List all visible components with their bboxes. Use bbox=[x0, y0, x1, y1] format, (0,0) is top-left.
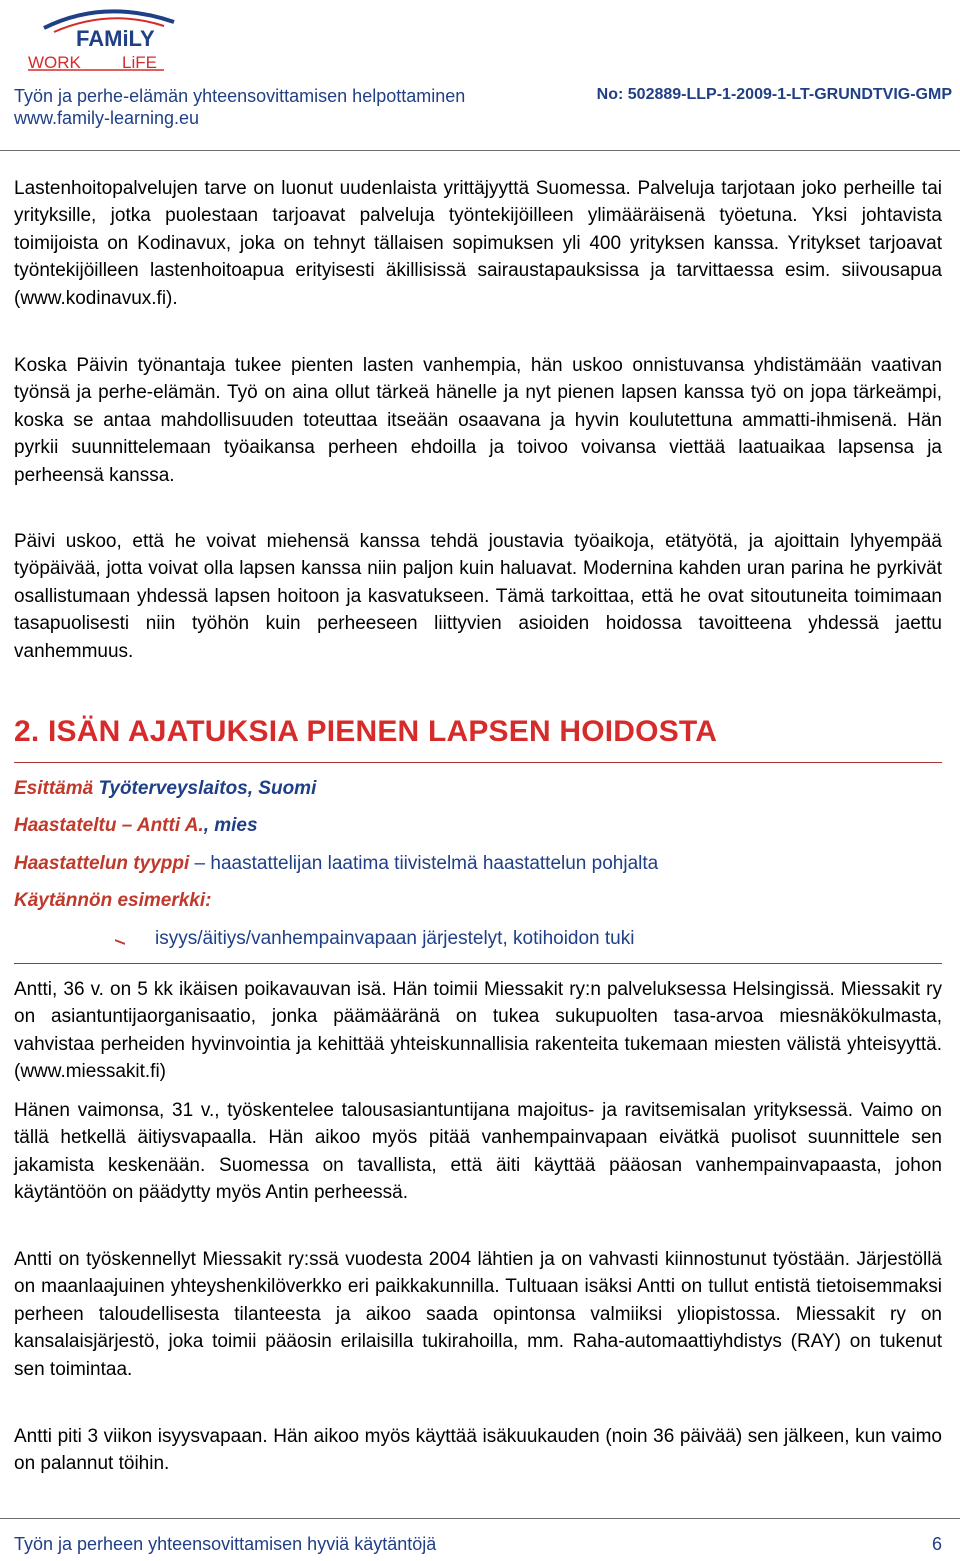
interviewed-label: Haastateltu – bbox=[14, 815, 133, 836]
svg-text:LiFE: LiFE bbox=[122, 53, 157, 72]
examples-label-text: Käytännön esimerkki: bbox=[14, 890, 212, 911]
examples-divider bbox=[14, 963, 942, 964]
paragraph-1: Lastenhoitopalvelujen tarve on luonut uudenlaista yrittäjyyttä Suomessa. Palveluja tarjotaan joko perheille tai yrityksille, jotka puolestaan tarjoavat palveluja työntekijöilleen ylimääräisenä työetuna. Yksi johtavista toimijoista on Kodinavux, joka on tehnyt tällaisen sopimuksen yli 400 yrityksen kanssa. Yritykset tarjoavat työntekijöilleen lastenhoitoapua erityisesti äkillisissä sairaustapauksissa ja tarvittaessa esim. siivousapua (www.kodinavux.fi). bbox=[14, 178, 942, 309]
project-number: No: 502889-LLP-1-2009-1-LT-GRUNDTVIG-GMP bbox=[596, 86, 952, 103]
family-work-life-logo bbox=[14, 6, 214, 76]
examples-label bbox=[14, 890, 211, 912]
footer-title: Työn ja perheen yhteensovittamisen hyviä käytäntöjä bbox=[14, 1534, 437, 1554]
page-header bbox=[0, 0, 960, 150]
paragraph-7: Antti piti 3 viikon isyysvapaan. Hän aikoo myös käyttää isäkuukauden (noin 36 päivää) sen jälkeen, kun vaimo on palannut töihin. bbox=[14, 1426, 942, 1475]
example-item-text: isyys/äitiys/vanhempainvapaan järjestelyt, kotihoidon tuki bbox=[155, 928, 635, 949]
paragraph-5: Hänen vaimonsa, 31 v., työskentelee talousasiantuntijana majoitus- ja ravitsemisalan yrityksessä. Vaimo on tällä hetkellä äitiysvapaalla. Hän aikoo myös pitää vanhempainvapaan eivätkä puolisot suunnittele sen jakamista keskenään. Suomessa on tavallista, että äiti käyttää pääosan vanhempainvapaasta, johon käytäntöön on päädytty myös Antin perheessä. bbox=[14, 1100, 942, 1204]
header-url[interactable]: www.family-learning.eu bbox=[14, 108, 200, 128]
interview-type bbox=[14, 853, 658, 875]
svg-text:WORK: WORK bbox=[28, 53, 81, 72]
interview-type-label: Haastattelun tyyppi bbox=[14, 853, 190, 874]
paragraph-2: Koska Päivin työnantaja tukee pienten lasten vanhempia, hän uskoo onnistuvansa yhdistämään vaativan työnsä ja perhe-elämän. Työ on aina ollut tärkeä hänelle ja nyt pienen lapsen kanssa työ on jopa tärkeämpi, koska se antaa mahdollisuuden toteuttaa itseään osaavana ja hyvin koulutettuna ammatti-ihmisenä. Hän pyrkii suunnittelemaan työaikansa perheen ehdoilla ja toivoo voivansa viettää laatuaikaa lapsensa ja perheensä kanssa. bbox=[14, 355, 942, 486]
interview-type-value: – haastattelijan laatima tiivistelmä haastattelun pohjalta bbox=[194, 853, 659, 874]
paragraph-4: Antti, 36 v. on 5 kk ikäisen poikavauvan isä. Hän toimii Miessakit ry:n palveluksessa Helsingissä. Miessakit ry on asiantuntijaorganisaatio, jonka päämääränä on tukea sukupuolten tasa-arvoa miesnäkökulmasta, vahvistaa perheiden hyvinvointia ja kehittää yhteiskunnallisia rakenteita tukemaan miesten välistä yhteisyyttä. (www.miessakit.fi) bbox=[14, 979, 942, 1083]
presented-label: Esittämä bbox=[14, 778, 94, 799]
page-number: 6 bbox=[931, 1534, 942, 1554]
header-subtitle: Työn ja perhe-elämän yhteensovittamisen helpottaminen bbox=[14, 86, 466, 106]
interviewed-value: Antti A. bbox=[136, 815, 204, 836]
interviewed bbox=[14, 815, 258, 837]
arrow-bullet-icon bbox=[115, 933, 125, 945]
presented-by bbox=[14, 778, 316, 800]
presented-value: Työterveyslaitos, Suomi bbox=[98, 778, 317, 799]
paragraph-3: Päivi uskoo, että he voivat miehensä kanssa tehdä joustavia työaikoja, etätyötä, ja ajoittain lyhyempää työpäivää, jotta voivat olla lapsen kanssa niin paljon kuin haluavat. Modernina kahden uran parina he pyrkivät osallistumaan yhdessä lapsen hoitoon ja kasvatukseen. Tämä tarkoittaa, että he ovat sitoutuneita toimimaan tasapuolisesti niin työhön kuin perheeseen liittyvien asioiden hoidossa tavoitteena yhdessä jaettu vanhemmuus. bbox=[14, 531, 942, 662]
paragraph-6: Antti on työskennellyt Miessakit ry:ssä vuodesta 2004 lähtien ja on vahvasti kiinnostunut työstään. Järjestöllä on maanlaajuinen yhteyshenkilöverkko eri paikkakunnilla. Tultuaan isäksi Antti on tullut entistä tietoisemmaksi perheen taloudellisesta tilanteesta ja aikoo saada opintonsa valmiiksi yliopistossa. Miessakit ry on kansalaisjärjestö, joka toimii pääosin erilaisilla tukirahoilla, mm. Raha-automaattiyhdistys (RAY) on tukenut sen toimintaa. bbox=[14, 1249, 942, 1380]
section-heading: 2. ISÄN AJATUKSIA PIENEN LAPSEN HOIDOSTA bbox=[14, 715, 718, 748]
footer-divider bbox=[0, 1518, 960, 1519]
section-divider bbox=[14, 762, 942, 763]
header-divider bbox=[0, 150, 960, 151]
example-item bbox=[115, 928, 634, 950]
svg-text:FAMiLY: FAMiLY bbox=[76, 26, 155, 51]
interviewed-suffix: , mies bbox=[203, 815, 258, 836]
